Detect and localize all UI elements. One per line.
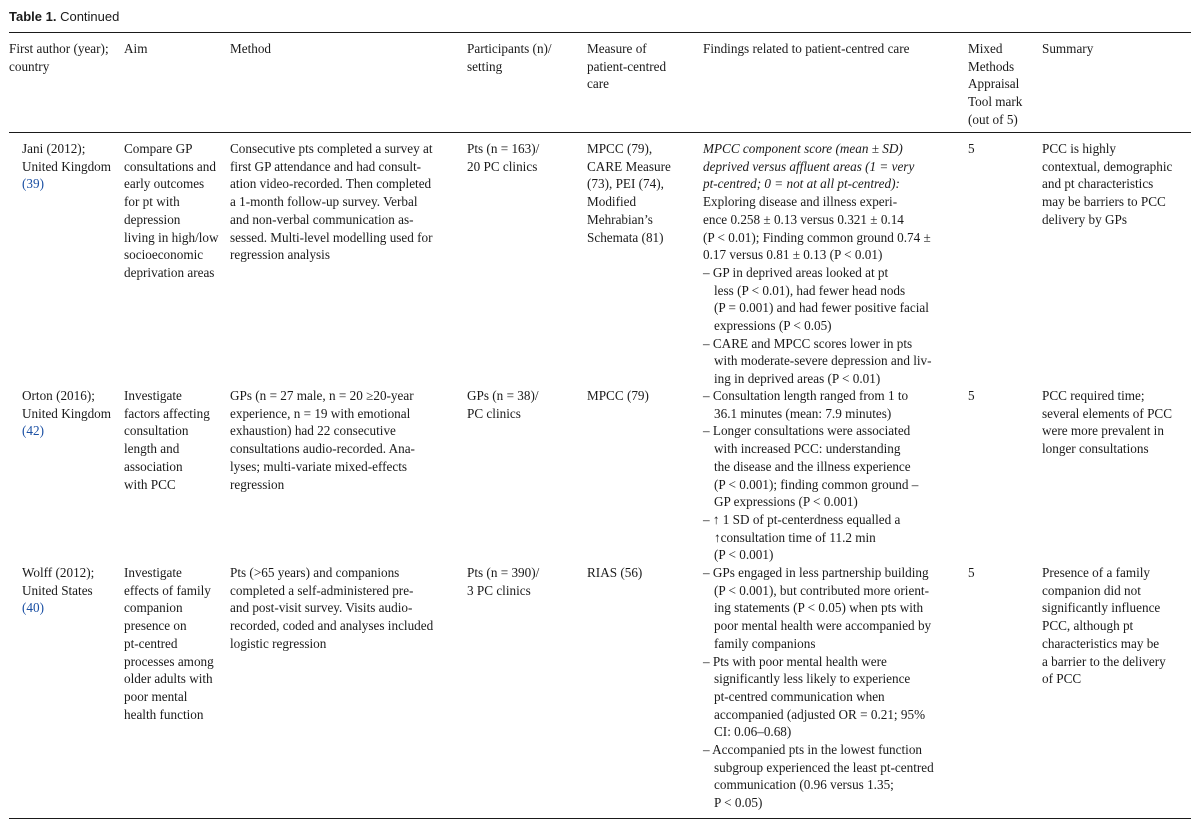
table-row-summary: PCC is highly contextual, demographic and pt characteristics may be barriers to PCC delivery by GPs [1042,141,1173,227]
findings-list-item: – Accompanied pts in the lowest function subgroup experienced the least pt-centred communication (0.96 versus 1.35; P < 0.05) [703,742,934,811]
header-measure: Measure of patient-centred care [587,41,667,92]
author-name: Wolff (2012); United States [22,565,95,598]
table-row-mmat: 5 [968,565,975,580]
table-row-author [22,140,127,193]
findings-list-item: – Consultation length ranged from 1 to 36.1 minutes (mean: 7.9 minutes) [703,388,909,421]
header-rule [9,132,1191,133]
header-participants: Participants (n)/ setting [467,41,552,74]
header-summary: Summary [1042,41,1094,56]
reference-link[interactable]: (42) [22,423,44,439]
header-aim: Aim [124,41,148,56]
table-label: Table 1. [9,9,57,24]
findings-list-item: – Pts with poor mental health were significantly less likely to experience pt-centred communication when accompanied (adjusted OR = 0.21; 95% CI: 0.06–0.68) [703,653,926,740]
header-findings: Findings related to patient-centred care [703,41,910,56]
author-name: Orton (2016); United Kingdom [22,388,112,421]
table-row-summary: PCC required time; several elements of PCC were more prevalent in longer consultations [1042,388,1173,457]
table-row-author [22,564,127,617]
table-caption [9,9,119,24]
bottom-rule [9,818,1191,819]
table-row-mmat: 5 [968,388,975,403]
findings-intro: Exploring disease and illness experi- ence 0.258 ± 0.13 versus 0.321 ± 0.14 (P < 0.01); Finding common ground 0.74 ± 0.17 versus 0.81 ± 0.13 (P < 0.01) [703,194,931,263]
findings-list-item: – ↑ 1 SD of pt-centerdness equalled a ↑consultation time of 11.2 min (P < 0.001) [703,511,901,563]
table-row-mmat: 5 [968,141,975,156]
table-row-aim: Compare GP consultations and early outcomes for pt with depression living in high/low socioeconomic deprivation areas [124,141,219,280]
table-row-aim: Investigate factors affecting consultation length and association with PCC [124,388,210,492]
table-row-aim: Investigate effects of family companion presence on pt-centred processes among older adults with poor mental health function [124,565,214,722]
table-row-findings [703,140,965,388]
table-row-participants: GPs (n = 38)/ PC clinics [467,388,539,421]
table-row-method: Pts (>65 years) and companions completed a self-administered pre- and post-visit survey. Visits audio- recorded, coded and analyses included logistic regression [230,565,434,651]
table-row-measure: MPCC (79) [587,388,649,403]
table-row-method: Consecutive pts completed a survey at first GP attendance and had consult- ation video-recorded. Then completed a 1-month follow-up survey. Verbal and non-verbal communication as- sessed. Multi-level modelling used for regression analysis [230,141,433,263]
header-author: First author (year); country [9,41,109,74]
header-mmat: Mixed Methods Appraisal Tool mark (out of 5) [968,41,1023,127]
findings-list-item: – CARE and MPCC scores lower in pts with moderate-severe depression and liv- ing in deprived areas (P < 0.01) [703,335,932,387]
author-name: Jani (2012); United Kingdom [22,141,112,174]
reference-link[interactable]: (39) [22,176,44,192]
table-row-measure: MPCC (79), CARE Measure (73), PEI (74), Modified Mehrabian’s Schemata (81) [587,141,671,245]
reference-link[interactable]: (40) [22,600,44,616]
table-row-summary: Presence of a family companion did not significantly influence PCC, although pt characteristics may be a barrier to the delivery of PCC [1042,565,1166,687]
table-row-method: GPs (n = 27 male, n = 20 ≥20-year experience, n = 19 with emotional exhaustion) had 22 consecutive consultations audio-recorded. Ana- lyses; multi-variate mixed-effects regression [230,388,415,492]
table-row-participants: Pts (n = 163)/ 20 PC clinics [467,141,540,174]
table-row-participants: Pts (n = 390)/ 3 PC clinics [467,565,540,598]
findings-list-item: – GP in deprived areas looked at pt less (P < 0.01), had fewer head nods (P = 0.001) and had fewer positive facial expressions (P < 0.05) [703,264,929,334]
table-row-measure: RIAS (56) [587,565,643,580]
top-rule [9,32,1191,33]
header-method: Method [230,41,272,56]
findings-list-item: – Longer consultations were associated with increased PCC: understanding the disease and the illness experience (P < 0.001); finding common ground – GP expressions (P < 0.001) [703,423,919,510]
table-row-findings [703,387,965,564]
findings-list-item: – GPs engaged in less partnership building (P < 0.001), but contributed more orient- ing statements (P < 0.05) when pts with poor mental health were accompanied by family companions [703,565,932,651]
findings-intro-italic: MPCC component score (mean ± SD) deprived versus affluent areas (1 = very pt-centred; 0 = not at all pt-centred): [703,141,915,192]
table-row-author [22,387,127,440]
table-row-findings [703,564,965,812]
table-caption-text: Continued [60,9,120,24]
